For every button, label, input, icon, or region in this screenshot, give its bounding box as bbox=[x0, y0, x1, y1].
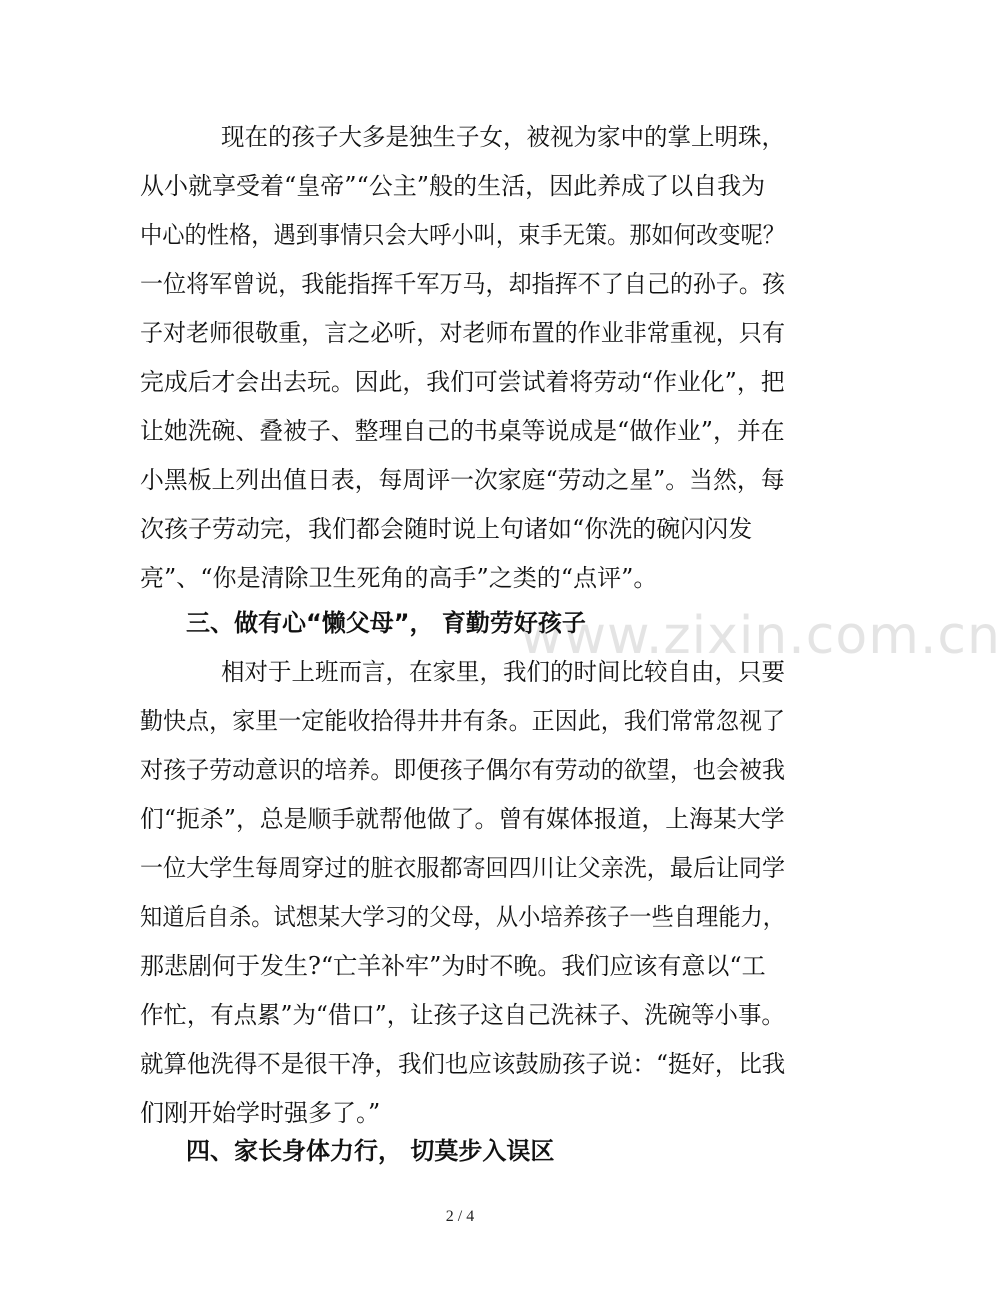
paragraph-line: 那悲剧何于发生?“亡羊补牢”为时不晚。我们应该有意以“工 bbox=[140, 952, 766, 980]
section-heading-4: 四、家长身体力行， 切莫步入误区 bbox=[186, 1137, 555, 1165]
paragraph-line: 让她洗碗、叠被子、整理自己的书桌等说成是“做作业”，并在 bbox=[140, 417, 785, 445]
paragraph-line: 现在的孩子大多是独生子女，被视为家中的掌上明珠， bbox=[221, 123, 785, 151]
paragraph-line: 们刚开始学时强多了。” bbox=[140, 1099, 381, 1127]
paragraph-line: 就算他洗得不是很干净，我们也应该鼓励孩子说：“挺好，比我 bbox=[140, 1050, 786, 1078]
paragraph-line: 一位大学生每周穿过的脏衣服都寄回四川让父亲洗，最后让同学 bbox=[140, 854, 785, 882]
paragraph-line: 对孩子劳动意识的培养。即便孩子偶尔有劳动的欲望，也会被我 bbox=[140, 756, 785, 784]
paragraph-line: 小黑板上列出值日表，每周评一次家庭“劳动之星”。当然，每 bbox=[140, 466, 785, 494]
paragraph-line: 相对于上班而言，在家里，我们的时间比较自由，只要 bbox=[221, 658, 785, 686]
page-number: 2 / 4 bbox=[445, 1208, 475, 1225]
paragraph-line: 们“扼杀”，总是顺手就帮他做了。曾有媒体报道，上海某大学 bbox=[140, 805, 785, 833]
paragraph-line: 亮”、“你是清除卫生死角的高手”之类的“点评”。 bbox=[140, 564, 658, 592]
paragraph-line: 从小就享受着“皇帝”“公主”般的生活，因此养成了以自我为 bbox=[140, 172, 766, 200]
paragraph-line: 次孩子劳动完，我们都会随时说上句诸如“你洗的碗闪闪发 bbox=[140, 515, 753, 543]
paragraph-line: 知道后自杀。试想某大学习的父母，从小培养孩子一些自理能力， bbox=[140, 903, 785, 931]
paragraph-line: 完成后才会出去玩。因此，我们可尝试着将劳动“作业化”，把 bbox=[140, 368, 785, 396]
paragraph-line: 一位将军曾说，我能指挥千军万马，却指挥不了自己的孙子。孩 bbox=[140, 270, 785, 298]
paragraph-line: 勤快点，家里一定能收拾得井井有条。正因此，我们常常忽视了 bbox=[140, 707, 785, 735]
paragraph-line: 子对老师很敬重，言之必听，对老师布置的作业非常重视，只有 bbox=[140, 319, 785, 347]
section-heading-3: 三、做有心“懒父母”， 育勤劳好孩子 bbox=[186, 609, 586, 637]
paragraph-line: 作忙，有点累”为“借口”，让孩子这自己洗袜子、洗碗等小事。 bbox=[140, 1001, 785, 1029]
watermark: www.zixin.com.cn bbox=[520, 606, 1001, 666]
paragraph-line: 中心的性格，遇到事情只会大呼小叫，束手无策。那如何改变呢？ bbox=[140, 221, 785, 249]
